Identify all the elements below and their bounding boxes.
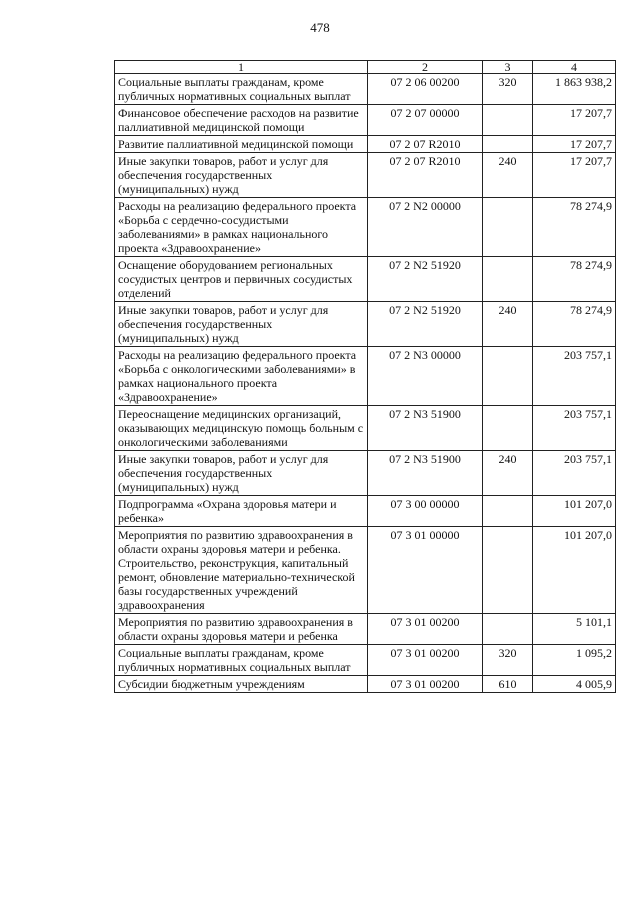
expense-type-code <box>483 527 533 614</box>
expense-type-code: 240 <box>483 451 533 496</box>
table-row <box>115 153 616 198</box>
expense-name: Оснащение оборудованием региональных сосудистых центров и первичных сосудистых отделений <box>115 257 368 302</box>
expense-name: Финансовое обеспечение расходов на развитие паллиативной медицинской помощи <box>115 105 368 136</box>
expense-name: Субсидии бюджетным учреждениям <box>115 676 368 693</box>
table-row <box>115 257 616 302</box>
target-code: 07 3 01 00000 <box>368 527 483 614</box>
amount: 101 207,0 <box>533 527 616 614</box>
amount: 78 274,9 <box>533 257 616 302</box>
amount: 203 757,1 <box>533 451 616 496</box>
expense-name: Подпрограмма «Охрана здоровья матери и ребенка» <box>115 496 368 527</box>
table-row <box>115 406 616 451</box>
target-code: 07 3 00 00000 <box>368 496 483 527</box>
target-code: 07 2 06 00200 <box>368 74 483 105</box>
expense-type-code <box>483 136 533 153</box>
expense-type-code <box>483 496 533 527</box>
column-header: 4 <box>533 61 616 74</box>
table-row <box>115 136 616 153</box>
table-row <box>115 74 616 105</box>
budget-table <box>114 60 616 693</box>
expense-type-code <box>483 614 533 645</box>
expense-name: Мероприятия по развитию здравоохранения в области охраны здоровья матери и ребенка <box>115 614 368 645</box>
expense-name: Социальные выплаты гражданам, кроме публичных нормативных социальных выплат <box>115 74 368 105</box>
expense-type-code <box>483 105 533 136</box>
table-row <box>115 614 616 645</box>
expense-name: Иные закупки товаров, работ и услуг для обеспечения государственных (муниципальных) нужд <box>115 153 368 198</box>
table-row <box>115 347 616 406</box>
expense-type-code: 240 <box>483 153 533 198</box>
target-code: 07 2 N3 51900 <box>368 451 483 496</box>
target-code: 07 2 07 00000 <box>368 105 483 136</box>
expense-type-code <box>483 198 533 257</box>
table-row <box>115 302 616 347</box>
amount: 1 095,2 <box>533 645 616 676</box>
expense-type-code: 320 <box>483 74 533 105</box>
expense-type-code <box>483 257 533 302</box>
expense-name: Переоснащение медицинских организаций, оказывающих медицинскую помощь больным с онкологическими заболеваниями <box>115 406 368 451</box>
column-header: 3 <box>483 61 533 74</box>
table-row <box>115 105 616 136</box>
expense-name: Социальные выплаты гражданам, кроме публичных нормативных социальных выплат <box>115 645 368 676</box>
target-code: 07 2 N2 51920 <box>368 257 483 302</box>
table-row <box>115 527 616 614</box>
target-code: 07 2 07 R2010 <box>368 136 483 153</box>
amount: 203 757,1 <box>533 406 616 451</box>
target-code: 07 3 01 00200 <box>368 645 483 676</box>
target-code: 07 2 N3 00000 <box>368 347 483 406</box>
page-number: 478 <box>310 20 330 35</box>
amount: 101 207,0 <box>533 496 616 527</box>
column-header: 2 <box>368 61 483 74</box>
amount: 203 757,1 <box>533 347 616 406</box>
expense-name: Развитие паллиативной медицинской помощи <box>115 136 368 153</box>
table-row <box>115 451 616 496</box>
amount: 1 863 938,2 <box>533 74 616 105</box>
expense-type-code: 240 <box>483 302 533 347</box>
target-code: 07 2 N2 00000 <box>368 198 483 257</box>
amount: 17 207,7 <box>533 105 616 136</box>
expense-name: Расходы на реализацию федерального проекта «Борьба с онкологическими заболеваниями» в рамках национального проекта «Здравоохранение» <box>115 347 368 406</box>
expense-type-code <box>483 406 533 451</box>
amount: 5 101,1 <box>533 614 616 645</box>
expense-name: Иные закупки товаров, работ и услуг для обеспечения государственных (муниципальных) нужд <box>115 451 368 496</box>
expense-name: Иные закупки товаров, работ и услуг для обеспечения государственных (муниципальных) нужд <box>115 302 368 347</box>
target-code: 07 2 07 R2010 <box>368 153 483 198</box>
expense-type-code: 610 <box>483 676 533 693</box>
table-header-row <box>115 61 616 74</box>
amount: 4 005,9 <box>533 676 616 693</box>
column-header: 1 <box>115 61 368 74</box>
amount: 78 274,9 <box>533 198 616 257</box>
target-code: 07 2 N3 51900 <box>368 406 483 451</box>
expense-type-code <box>483 347 533 406</box>
table-row <box>115 676 616 693</box>
table-row <box>115 496 616 527</box>
target-code: 07 3 01 00200 <box>368 676 483 693</box>
amount: 17 207,7 <box>533 153 616 198</box>
target-code: 07 2 N2 51920 <box>368 302 483 347</box>
table-row <box>115 198 616 257</box>
expense-name: Расходы на реализацию федерального проекта «Борьба с сердечно-сосудистыми заболеваниями» в рамках национального проекта «Здравоохранение» <box>115 198 368 257</box>
expense-name: Мероприятия по развитию здравоохранения в области охраны здоровья матери и ребенка. Строительство, реконструкция, капитальный ремонт, обновление материально-технической базы государственных учреждений здравоохранения <box>115 527 368 614</box>
amount: 17 207,7 <box>533 136 616 153</box>
table-row <box>115 645 616 676</box>
target-code: 07 3 01 00200 <box>368 614 483 645</box>
amount: 78 274,9 <box>533 302 616 347</box>
expense-type-code: 320 <box>483 645 533 676</box>
